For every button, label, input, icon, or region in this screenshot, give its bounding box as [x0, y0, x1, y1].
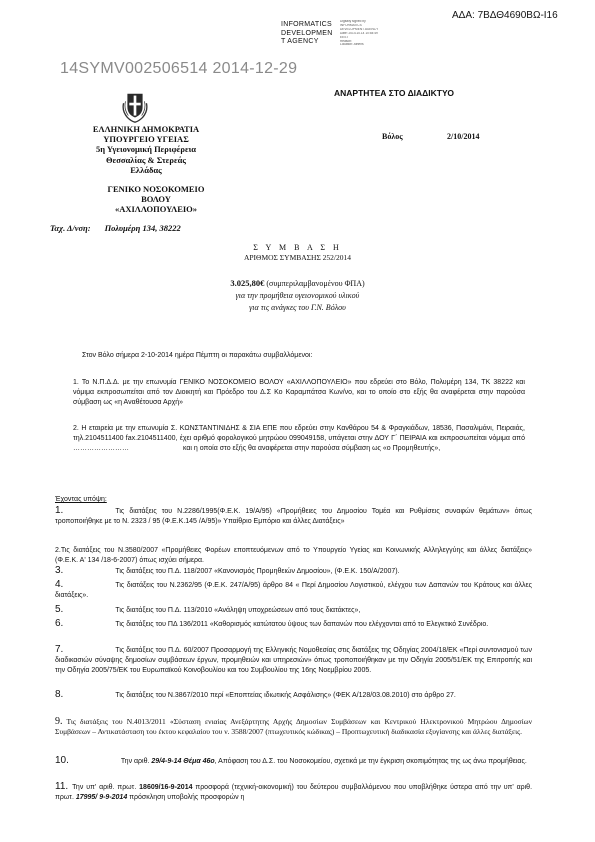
signature-line: Digitally signed by [340, 20, 366, 23]
item-text: Τις διατάξεις του ΠΔ 136/2011 «Καθορισμός κατώτατου ύψους των δαπανών που ελέγχονται από το Ελεγκτικό Συνέδριο. [115, 621, 489, 628]
legal-basis-item [55, 717, 532, 737]
signature-line: DEVELOPMENT AGENCY [340, 27, 379, 31]
contract-number: ΑΡΙΘΜΟΣ ΣΥΜΒΑΣΗΣ 252/2014 [243, 253, 352, 262]
agency-stamp [281, 21, 333, 47]
party-2 [73, 424, 525, 454]
posting-note: ΑΝΑΡΤΗΤΕΑ ΣΤΟ ΔΙΑΔΙΚΤΥΟ [334, 88, 454, 98]
document-id-watermark: 14SYMV002506514 2014-12-29 [60, 60, 298, 77]
supplier-name: Σ. ΚΩΝΣΤΑΝΤΙΝΙΔΗΣ & ΣΙΑ ΕΠΕ [170, 425, 278, 432]
address-value: Πολυμέρη 134, 38222 [104, 223, 181, 233]
item-number: 9. [55, 716, 63, 727]
signature-line: Location: Athens [340, 43, 364, 47]
item-text: Τις διατάξεις του Π.Δ. 113/2010 «Ανάληψη υποχρεώσεων από τους διατάκτες», [115, 607, 361, 614]
party-2-details: που εδρεύει στην Κανθάρου 54 & Φραγκιάδων, 18536, Πασαλιμάνι, Πειραιάς, τηλ.2104511400 fax.2104511400, έχει αριθμό φορολογικού μητρώου 099049158, υπάγεται στην ΔΟΥ Γ΄ ΠΕΙΡΑΙΑ και εκπροσωπείται νόμιμα από [73, 425, 526, 442]
hospital-block [100, 184, 212, 215]
signature-line: Reason: [340, 39, 352, 43]
legal-basis-item [55, 690, 532, 701]
legal-basis-item [55, 580, 532, 601]
intro-text: Στον Βόλο σήμερα 2-10-2014 ημέρα Πέμπτη οι παρακάτω συμβαλλόμενοι: [82, 352, 313, 359]
signature-line: EEST [340, 35, 349, 39]
postal-address [50, 223, 181, 233]
party-2-end: και η οποία στο εξής θα αναφέρεται στην παρούσα σύμβαση ως «ο Προμηθευτής», [182, 445, 441, 452]
contract-amount-line [0, 278, 595, 288]
item-number: 2. [55, 547, 61, 554]
decision-reference: 29/4-9-14 Θέμα 46ο [151, 758, 215, 765]
invitation-reference: 17995/ 9-9-2014 [75, 794, 128, 801]
legal-basis-item [55, 546, 532, 566]
item-number: 6. [55, 618, 64, 629]
city: Βόλος [382, 132, 403, 141]
contract-title: Σ Υ Μ Β Α Σ Η [253, 243, 342, 252]
hospital-line: ΓΕΝΙΚΟ ΝΟΣΟΚΟΜΕΙΟ ΒΟΛΟΥ [107, 184, 205, 205]
item-text: , Απόφαση του Δ.Σ. του Νοσοκομείου, σχετικά με την έγκριση σκοπιμότητας της ως άνω προμήθειας. [214, 758, 527, 765]
item-text: Τις διατάξεις του Π.Δ. 118/2007 «Κανονισμός Προμηθειών Δημοσίου», (Φ.Ε.Κ. 150/Α/2007). [115, 568, 400, 575]
item-text: πρόσκληση υποβολής προσφορών η [129, 794, 245, 801]
item-text: Τις διατάξεις του Ν.3867/2010 περί «Εποπτείας ιδιωτικής Ασφάλισης» (ΦΕΚ Α/128/03.08.2010) στο άρθρο 27. [115, 692, 456, 699]
representative-blank: …………………… [73, 445, 129, 452]
ada-code: ΑΔΑ: 7ΒΔΘ4690ΒΩ-Ι16 [452, 10, 558, 21]
item-text: Την υπ' αριθ. πρωτ. [72, 784, 137, 791]
item-text: Τις διατάξεις του Π.Δ. 60/2007 Προσαρμογή της Ελληνικής Νομοθεσίας στις διατάξεις της Οδηγίας 2004/18/ΕΚ «Περί συντονισμού των διαδικασιών σύναψης δημοσίων συμβάσεων έργων, προμηθειών και υπηρεσιών» όπως τροποποιήθηκαν με την Οδηγία 2005/51/ΕΚ της Επιτροπής και την Οδηγία 2005/75/ΕΚ του Ευρωπαϊκού Κοινοβουλίου και του Συμβουλίου της 16ης Νοεμβρίου 2005. [55, 647, 532, 674]
issuer-line: 5η Υγειονομική Περιφέρεια [96, 144, 196, 155]
document-date: 2/10/2014 [447, 132, 480, 141]
item-number: 11. [55, 781, 69, 792]
issuer-block [90, 124, 202, 175]
digital-signature [340, 20, 404, 47]
legal-basis-item [55, 619, 532, 630]
item-text: Τις διατάξεις του Ν.2362/95 (Φ.Ε.Κ. 247/Α/95) άρθρο 84 « Περί Δημοσίου Λογιστικού, ελέγχου των Δαπανών του Κράτους και άλλες διατάξεις». [55, 582, 532, 599]
item-text: Την αριθ. [120, 758, 150, 765]
item-number: 1. [55, 505, 64, 516]
address-label: Ταχ. Δ/νση: [50, 223, 91, 233]
signature-line: Date: 2014.10.14 10:54:49 [340, 31, 378, 35]
party-1: 1. Το Ν.Π.Δ.Δ. με την επωνυμία ΓΕΝΙΚΟ ΝΟΣΟΚΟΜΕΙΟ ΒΟΛΟΥ «ΑΧΙΛΛΟΠΟΥΛΕΙΟ» που εδρεύει στο Βόλο, Πολυμέρη 134, ΤΚ 38222 και νόμιμα εκπροσωπείται από τον Διοικητή και Πρόεδρο του Δ.Σ Κο Καραμπάτσα Κων/νο, και το οποίο στο εξής θα αναφέρεται στην παρούσα σύμβαση ως «η Αναθέτουσα Αρχή» [73, 379, 525, 406]
contract-purpose: για την προμήθεια υγειονομικού υλικού [235, 291, 360, 300]
item-number: 10. [55, 755, 69, 766]
agency-line: T AGENCY [281, 38, 319, 45]
issuer-line: Θεσσαλίας & Στερεάς Ελλάδας [106, 154, 186, 175]
legal-basis-item [55, 605, 532, 616]
contract-amount: 3.025,80€ [230, 278, 265, 288]
item-number: 8. [55, 689, 64, 700]
item-number: 7. [55, 644, 64, 655]
signature-line: INFORMATICS [340, 23, 362, 27]
hospital-line: «ΑΧΙΛΛΟΠΟΥΛΕΙΟ» [114, 204, 198, 215]
item-text: Τις διατάξεις του Ν.4013/2011 «Σύσταση ενιαίας Ανεξάρτητης Αρχής Δημοσίων Συμβάσεων και Κεντρικού Ηλεκτρονικού Μητρώου Δημοσίων Συμβάσεων – Αντικατάσταση του έκτου κεφαλαίου του ν. 3588/2007 (πτωχευτικός κώδικας) – Προπτωχευτική διαδικασία εξυγίανσης και άλλες διατάξεις. [55, 717, 532, 736]
agency-line: DEVELOPMEN [281, 29, 333, 37]
item-number: 3. [55, 565, 64, 576]
legal-basis-item [55, 756, 532, 767]
offer-reference: 18609/16-9-2014 [139, 784, 193, 791]
item-text: Τις διατάξεις του Ν.3580/2007 «Προμήθειες Φορέων εποπτευόμενων από το Υπουργείο Υγείας και Κοινωνικής Αλληλεγγύης και άλλες διατάξεις» (Φ.Ε.Κ. Α' 134 /18-6-2007) όπως ισχύει σήμερα. [55, 547, 532, 564]
legal-basis-item [55, 782, 532, 803]
item-text: προσφορά (τεχνική-οικονομική) του δεύτερου συμβαλλόμενου που υποβλήθηκε ύστερα από την υπ' αριθ. πρωτ. [55, 784, 533, 801]
party-2-intro: 2. Η εταιρεία με την επωνυμία [73, 425, 169, 432]
legal-basis-item [55, 506, 532, 527]
greek-coat-of-arms-icon [116, 88, 154, 126]
item-text: Τις διατάξεις του Ν.2286/1995(Φ.Ε.Κ. 19/Α/95) «Προμήθειες του Δημοσίου Τομέα και Ρυθμίσεις συναφών θεμάτων» όπως τροποποιήθηκε με το Ν. 2323 / 95 (Φ.Ε.Κ.145 /Α/95)» Υπαίθριο Εμπόριο και άλλες Διατάξεις» [55, 508, 532, 525]
grounds-label: Έχοντας υπόψη: [55, 496, 107, 503]
issuer-line: ΕΛΛΗΝΙΚΗ ΔΗΜΟΚΡΑΤΙΑ [92, 124, 200, 134]
amount-note: (συμπεριλαμβανομένου ΦΠΑ) [266, 279, 365, 288]
issuer-line: ΥΠΟΥΡΓΕΙΟ ΥΓΕΙΑΣ [103, 134, 189, 145]
contract-purpose-2: για τις ανάγκες του Γ.Ν. Βόλου [249, 303, 346, 312]
legal-basis-item [55, 566, 532, 577]
legal-basis-item [55, 645, 532, 676]
agency-line: INFORMATICS [281, 21, 333, 28]
item-number: 5. [55, 604, 64, 615]
item-number: 4. [55, 579, 64, 590]
